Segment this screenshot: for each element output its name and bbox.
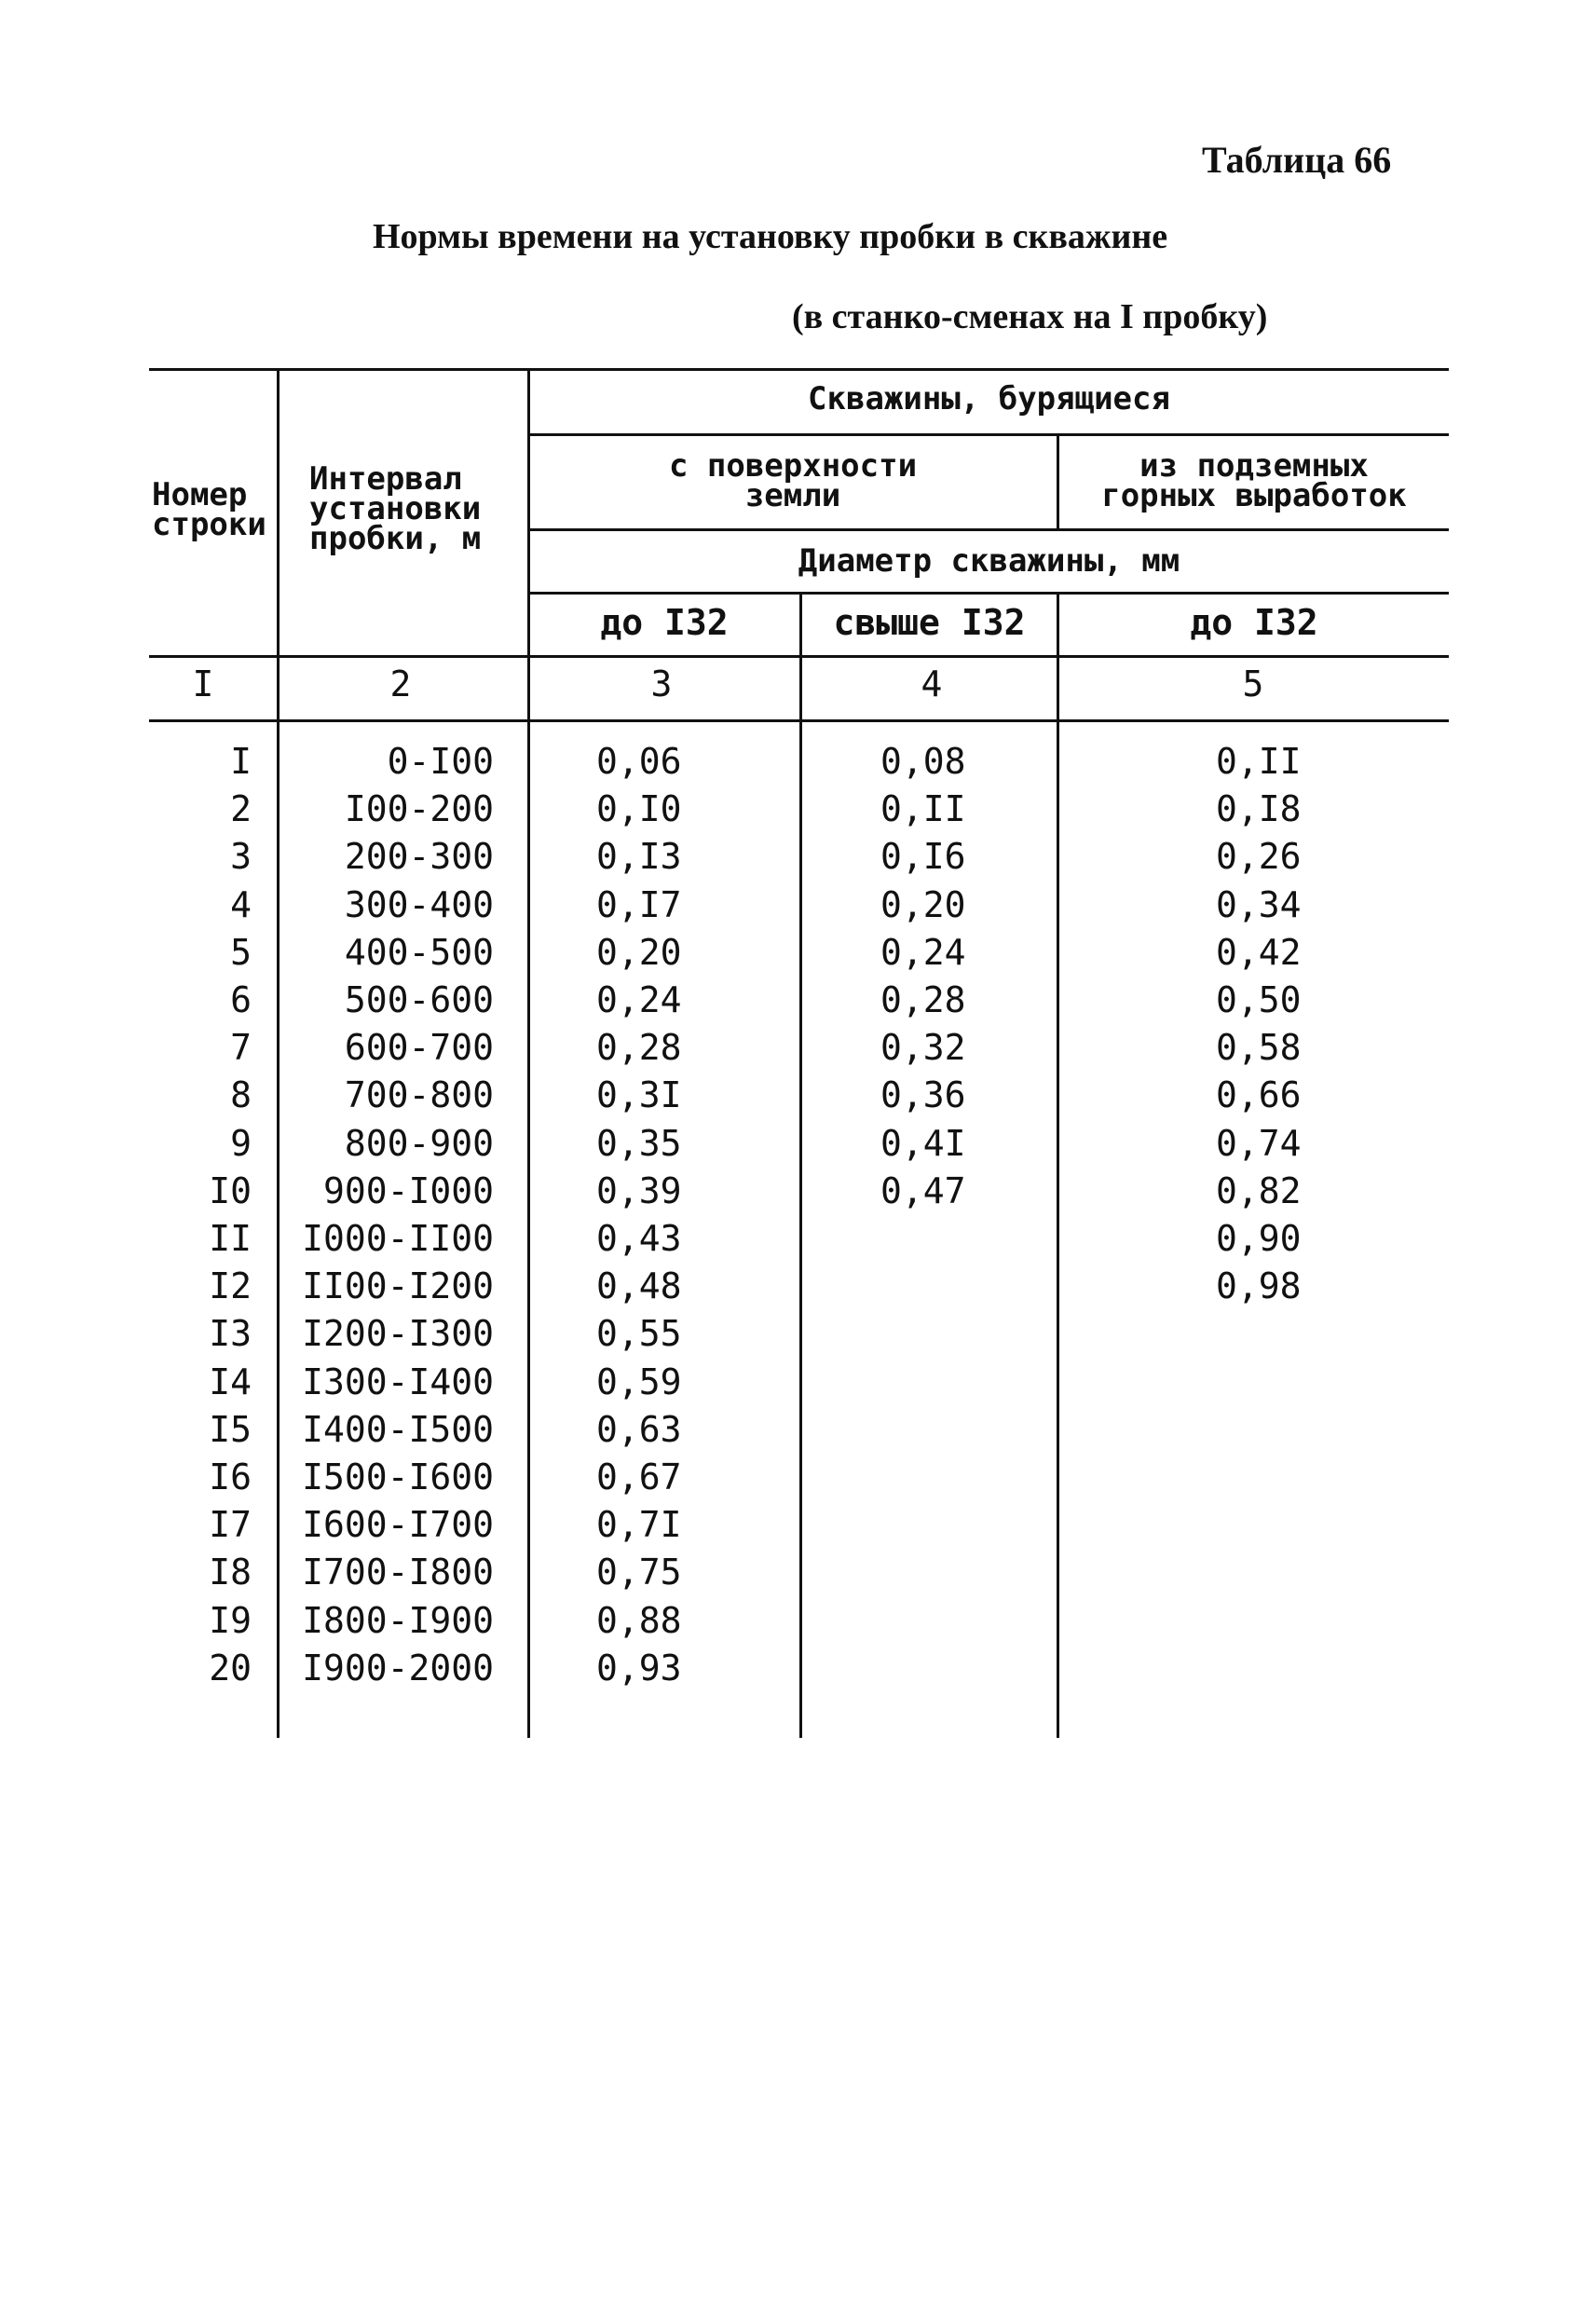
surface-up-to-132-cell: 0,63 xyxy=(596,1408,682,1450)
surface-up-to-132-cell: 0,28 xyxy=(596,1027,682,1069)
underground-up-to-132-cell: 0,98 xyxy=(1216,1265,1302,1307)
row-number-cell: I0 xyxy=(209,1169,252,1211)
underground-up-to-132-cell: 0,82 xyxy=(1216,1169,1302,1211)
surface-up-to-132-cell: 0,88 xyxy=(596,1599,682,1641)
surface-up-to-132-cell: 0,20 xyxy=(596,931,682,973)
header-from-underground xyxy=(1059,447,1449,514)
underground-up-to-132-cell: 0,58 xyxy=(1216,1027,1302,1069)
column-number-2: 2 xyxy=(389,663,412,704)
surface-up-to-132-cell: 0,48 xyxy=(596,1265,682,1307)
interval-cell: I300-I400 xyxy=(302,1361,494,1402)
row-number-cell: I4 xyxy=(209,1361,252,1402)
header-from-surface-line-2: земли xyxy=(744,477,841,514)
surface-over-132-cell: 0,4I xyxy=(880,1122,966,1164)
underground-up-to-132-cell: 0,50 xyxy=(1216,979,1302,1020)
row-number-cell: I3 xyxy=(209,1313,252,1355)
surface-up-to-132-cell: 0,06 xyxy=(596,741,682,782)
underground-up-to-132-cell: 0,66 xyxy=(1216,1074,1302,1116)
interval-cell: I000-II00 xyxy=(302,1218,494,1259)
column-number-4: 4 xyxy=(921,663,943,704)
surface-up-to-132-cell: 0,59 xyxy=(596,1361,682,1402)
units-note: (в станко-сменах на I пробку) xyxy=(792,297,1268,336)
row-number-cell: 5 xyxy=(230,931,252,973)
row-number-cell: II xyxy=(209,1218,252,1259)
col-divider-4 xyxy=(1057,592,1059,1738)
col-divider-3 xyxy=(799,592,802,1738)
row-number-cell: I2 xyxy=(209,1265,252,1307)
surface-up-to-132-cell: 0,35 xyxy=(596,1122,682,1164)
column-number-5: 5 xyxy=(1242,663,1264,704)
row-number-cell: 2 xyxy=(230,788,252,830)
surface-up-to-132-cell: 0,I7 xyxy=(596,883,682,925)
surface-over-132-cell: 0,47 xyxy=(880,1169,966,1211)
header-interval xyxy=(309,460,482,557)
interval-cell: I900-2000 xyxy=(302,1647,494,1689)
header-row-number xyxy=(152,476,266,543)
header-rule-2 xyxy=(529,528,1449,531)
header-over-132: свыше I32 xyxy=(833,602,1026,643)
surface-over-132-cell: 0,I6 xyxy=(880,836,966,878)
row-number-cell: 9 xyxy=(230,1122,252,1164)
row-number-cell: I8 xyxy=(209,1552,252,1593)
surface-over-132-cell: 0,28 xyxy=(880,979,966,1020)
document-title: Нормы времени на установку пробки в скважине xyxy=(373,217,1168,256)
header-up-to-132-a: до I32 xyxy=(600,602,729,643)
row-number-cell: I9 xyxy=(209,1599,252,1641)
row-number-cell: 20 xyxy=(209,1647,252,1689)
surface-over-132-cell: 0,36 xyxy=(880,1074,966,1116)
header-rule-3 xyxy=(529,592,1449,595)
surface-up-to-132-cell: 0,24 xyxy=(596,979,682,1020)
surface-over-132-cell: 0,II xyxy=(880,788,966,830)
row-number-cell: I xyxy=(230,741,252,782)
underground-up-to-132-cell: 0,26 xyxy=(1216,836,1302,878)
underground-up-to-132-cell: 0,74 xyxy=(1216,1122,1302,1164)
interval-cell: 600-700 xyxy=(344,1027,494,1069)
interval-cell: 0-I00 xyxy=(387,741,494,782)
surface-up-to-132-cell: 0,39 xyxy=(596,1169,682,1211)
interval-cell: I400-I500 xyxy=(302,1408,494,1450)
interval-cell: 500-600 xyxy=(344,979,494,1020)
header-up-to-132-b: до I32 xyxy=(1190,602,1318,643)
table-label: Таблица 66 xyxy=(1202,139,1392,181)
underground-up-to-132-cell: 0,I8 xyxy=(1216,788,1302,830)
row-number-cell: I6 xyxy=(209,1456,252,1497)
surface-up-to-132-cell: 0,67 xyxy=(596,1456,682,1497)
interval-cell: 900-I000 xyxy=(322,1169,494,1211)
surface-over-132-cell: 0,24 xyxy=(880,931,966,973)
underground-up-to-132-cell: 0,42 xyxy=(1216,931,1302,973)
table-top-rule xyxy=(149,368,1449,371)
underground-up-to-132-cell: 0,II xyxy=(1216,741,1302,782)
surface-up-to-132-cell: 0,I3 xyxy=(596,836,682,878)
row-number-cell: 8 xyxy=(230,1074,252,1116)
surface-up-to-132-cell: 0,3I xyxy=(596,1074,682,1116)
surface-up-to-132-cell: 0,7I xyxy=(596,1504,682,1546)
surface-over-132-cell: 0,20 xyxy=(880,883,966,925)
underground-up-to-132-cell: 0,90 xyxy=(1216,1218,1302,1259)
header-interval-line-3: пробки, м xyxy=(309,520,482,557)
row-number-cell: 4 xyxy=(230,883,252,925)
interval-cell: I500-I600 xyxy=(302,1456,494,1497)
row-number-cell: 3 xyxy=(230,836,252,878)
column-number-3: 3 xyxy=(650,663,673,704)
interval-cell: 400-500 xyxy=(344,931,494,973)
interval-cell: 700-800 xyxy=(344,1074,494,1116)
interval-cell: II00-I200 xyxy=(302,1265,494,1307)
surface-up-to-132-cell: 0,75 xyxy=(596,1552,682,1593)
interval-cell: I600-I700 xyxy=(302,1504,494,1546)
header-interval-line-2: установки xyxy=(309,490,482,527)
underground-up-to-132-cell: 0,34 xyxy=(1216,883,1302,925)
row-number-cell: 6 xyxy=(230,979,252,1020)
surface-up-to-132-cell: 0,93 xyxy=(596,1647,682,1689)
surface-up-to-132-cell: 0,I0 xyxy=(596,788,682,830)
header-from-surface xyxy=(529,447,1057,514)
surface-up-to-132-cell: 0,43 xyxy=(596,1218,682,1259)
header-from-underground-line-2: горных выработок xyxy=(1101,477,1407,514)
interval-cell: I700-I800 xyxy=(302,1552,494,1593)
surface-over-132-cell: 0,32 xyxy=(880,1027,966,1069)
interval-cell: 800-900 xyxy=(344,1122,494,1164)
surface-over-132-cell: 0,08 xyxy=(880,741,966,782)
surface-up-to-132-cell: 0,55 xyxy=(596,1313,682,1355)
interval-cell: I00-200 xyxy=(344,788,494,830)
header-row-number-line-2: строки xyxy=(152,506,266,543)
row-number-cell: 7 xyxy=(230,1027,252,1069)
header-wells-drilled: Скважины, бурящиеся xyxy=(808,380,1170,417)
interval-cell: I800-I900 xyxy=(302,1599,494,1641)
header-interval-line-1: Интервал xyxy=(309,460,462,498)
interval-cell: I200-I300 xyxy=(302,1313,494,1355)
header-from-underground-line-1: из подземных xyxy=(1139,447,1369,485)
header-rule-1 xyxy=(529,433,1449,436)
header-from-surface-line-1: с поверхности xyxy=(668,447,918,485)
interval-cell: 200-300 xyxy=(344,836,494,878)
header-diameter: Диаметр скважины, мм xyxy=(798,542,1180,580)
row-number-cell: I5 xyxy=(209,1408,252,1450)
row-number-cell: I7 xyxy=(209,1504,252,1546)
header-row-number-line-1: Номер xyxy=(152,476,248,513)
interval-cell: 300-400 xyxy=(344,883,494,925)
column-number-1: I xyxy=(192,663,214,704)
